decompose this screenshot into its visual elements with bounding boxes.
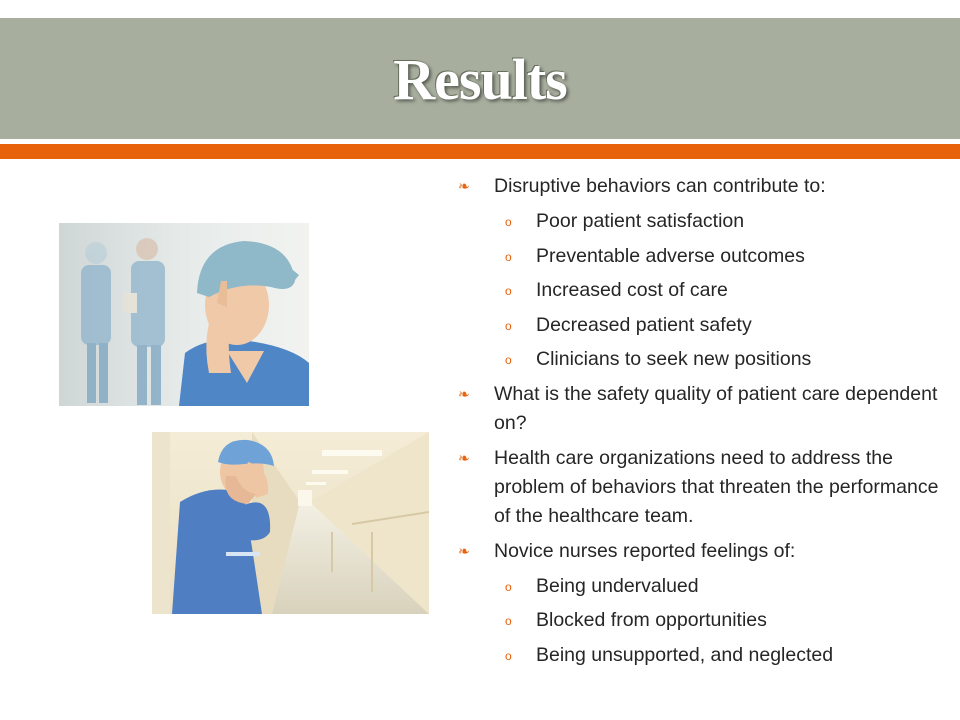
bullet-text: Blocked from opportunities [536, 609, 767, 631]
photo-stressed-nurse [59, 223, 309, 406]
sub-bullet-item [455, 641, 950, 670]
circle-bullet-icon: o [505, 284, 512, 298]
circle-bullet-icon: o [505, 318, 512, 333]
circle-bullet-icon: o [505, 614, 512, 628]
bullet-text: What is the safety quality of patient care dependent on? [494, 382, 938, 434]
bullet-item [455, 380, 950, 438]
bullet-text: Clinicians to seek new positions [536, 348, 812, 370]
bullet-text: Being unsupported, and neglected [536, 643, 834, 666]
bullet-text: Disruptive behaviors can contribute to: [494, 175, 826, 197]
circle-bullet-icon: o [505, 215, 512, 229]
circle-bullet-icon: o [505, 648, 512, 663]
leaf-bullet-icon: ❧ [458, 385, 470, 402]
bullet-item [455, 537, 950, 566]
bullet-text: Being undervalued [536, 574, 699, 597]
photo-nurse-hallway [152, 432, 429, 614]
white-divider [0, 139, 960, 143]
circle-bullet-icon: o [505, 249, 512, 264]
sub-bullet-item [455, 242, 950, 271]
leaf-bullet-icon: ❧ [458, 178, 470, 194]
leaf-bullet-icon: ❧ [458, 542, 470, 559]
sub-bullet-item [455, 572, 950, 601]
bullet-text: Health care organizations need to address the problem of behaviors that threaten the performance of the healthcare team. [494, 446, 939, 527]
bullet-text: Novice nurses reported feelings of: [494, 539, 796, 562]
sub-bullet-item [455, 606, 950, 635]
orange-divider [0, 144, 960, 159]
sub-bullet-item [455, 276, 950, 305]
bullet-text: Poor patient satisfaction [536, 210, 745, 232]
leaf-bullet-icon: ❧ [458, 449, 470, 466]
sub-bullet-item [455, 345, 950, 374]
circle-bullet-icon: o [505, 353, 512, 367]
sub-bullet-item [455, 207, 950, 236]
sub-bullet-item [455, 311, 950, 340]
bullet-list [455, 172, 950, 675]
slide-title: Results [393, 47, 567, 112]
bullet-text: Increased cost of care [536, 279, 728, 301]
bullet-text: Preventable adverse outcomes [536, 244, 805, 267]
circle-bullet-icon: o [505, 579, 512, 594]
bullet-item [455, 172, 950, 201]
bullet-text: Decreased patient safety [536, 313, 752, 336]
bullet-item [455, 444, 950, 531]
